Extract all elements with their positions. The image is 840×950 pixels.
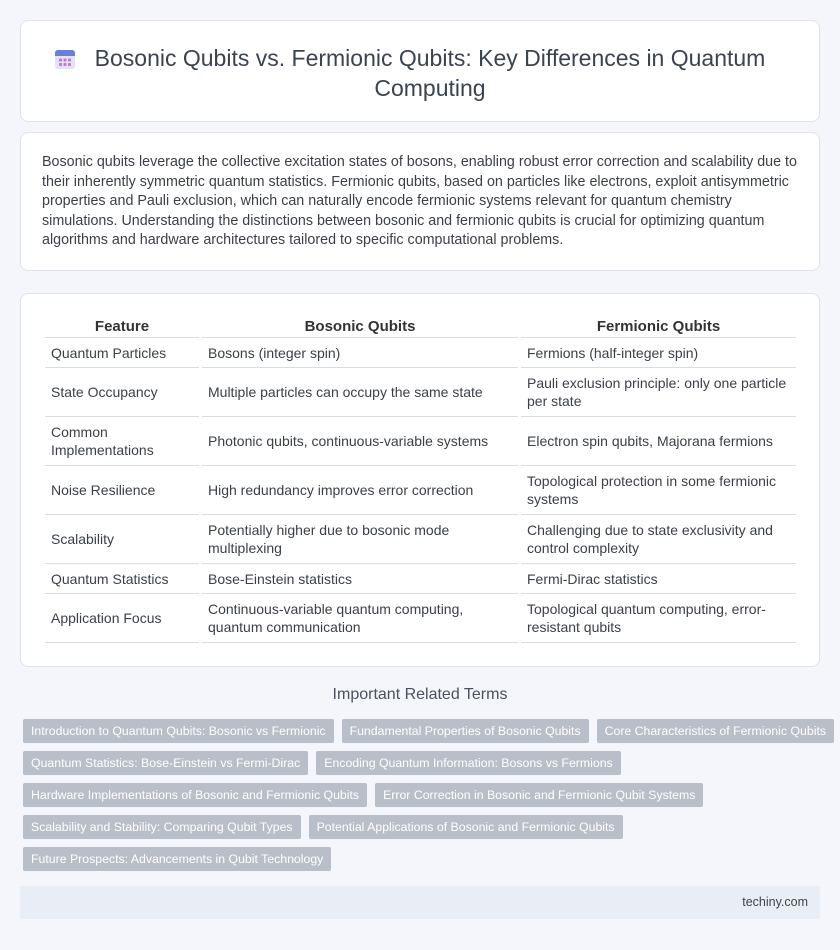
related-term-tag[interactable]: Core Characteristics of Fermionic Qubits <box>597 719 834 743</box>
table-row <box>45 594 796 643</box>
column-header-fermionic: Fermionic Qubits <box>521 316 796 338</box>
bosonic-cell: Bose-Einstein statistics <box>202 564 518 594</box>
fermionic-cell: Topological protection in some fermionic systems <box>521 466 796 515</box>
footer-site-link[interactable]: techiny.com <box>742 895 808 909</box>
feature-cell: Application Focus <box>45 594 199 643</box>
related-term-tag[interactable]: Introduction to Quantum Qubits: Bosonic vs Fermionic <box>23 719 334 743</box>
related-term-tag[interactable]: Hardware Implementations of Bosonic and Fermionic Qubits <box>23 783 367 807</box>
fermionic-cell: Pauli exclusion principle: only one particle per state <box>521 368 796 417</box>
table-row <box>45 515 796 564</box>
table-row <box>45 338 796 368</box>
title-card <box>20 20 820 122</box>
feature-cell: Quantum Particles <box>45 338 199 368</box>
related-term-tag[interactable]: Error Correction in Bosonic and Fermionic Qubit Systems <box>375 783 703 807</box>
related-term-tag[interactable]: Scalability and Stability: Comparing Qubit Types <box>23 815 301 839</box>
feature-cell: State Occupancy <box>45 368 199 417</box>
feature-cell: Quantum Statistics <box>45 564 199 594</box>
bosonic-cell: Continuous-variable quantum computing, quantum communication <box>202 594 518 643</box>
column-header-bosonic: Bosonic Qubits <box>202 316 518 338</box>
bosonic-cell: Bosons (integer spin) <box>202 338 518 368</box>
column-header-feature: Feature <box>45 316 199 338</box>
fermionic-cell: Fermi-Dirac statistics <box>521 564 796 594</box>
footer <box>20 886 820 919</box>
table-header-row <box>45 316 796 338</box>
fermionic-cell: Challenging due to state exclusivity and control complexity <box>521 515 796 564</box>
feature-cell: Noise Resilience <box>45 466 199 515</box>
feature-cell: Scalability <box>45 515 199 564</box>
feature-cell: Common Implementations <box>45 417 199 466</box>
related-term-tag[interactable]: Quantum Statistics: Bose-Einstein vs Fermi-Dirac <box>23 751 308 775</box>
bosonic-cell: Potentially higher due to bosonic mode multiplexing <box>202 515 518 564</box>
bosonic-cell: High redundancy improves error correction <box>202 466 518 515</box>
calendar-icon <box>53 47 77 71</box>
intro-paragraph: Bosonic qubits leverage the collective excitation states of bosons, enabling robust error correction and scalability due to their inherently symmetric quantum statistics. Fermionic qubits, based on particles like electrons, exploit antisymmetric properties and Pauli exclusion, which can naturally encode fermionic systems relevant for quantum chemistry simulations. Understanding the distinctions between bosonic and fermionic qubits is crucial for optimizing quantum algorithms and hardware architectures tailored to specific computational problems. <box>42 154 797 248</box>
comparison-table <box>42 316 799 643</box>
table-row <box>45 564 796 594</box>
intro-card <box>20 132 820 271</box>
table-row <box>45 466 796 515</box>
table-row <box>45 368 796 417</box>
comparison-table-card <box>20 293 820 667</box>
related-terms-heading: Important Related Terms <box>332 686 508 703</box>
related-term-tag[interactable]: Future Prospects: Advancements in Qubit Technology <box>23 847 331 871</box>
related-terms-list <box>23 719 827 879</box>
bosonic-cell: Multiple particles can occupy the same state <box>202 368 518 417</box>
table-row <box>45 417 796 466</box>
fermionic-cell: Topological quantum computing, error-resistant qubits <box>521 594 796 643</box>
fermionic-cell: Fermions (half-integer spin) <box>521 338 796 368</box>
fermionic-cell: Electron spin qubits, Majorana fermions <box>521 417 796 466</box>
related-term-tag[interactable]: Potential Applications of Bosonic and Fermionic Qubits <box>309 815 623 839</box>
related-term-tag[interactable]: Encoding Quantum Information: Bosons vs Fermions <box>316 751 620 775</box>
bosonic-cell: Photonic qubits, continuous-variable systems <box>202 417 518 466</box>
related-term-tag[interactable]: Fundamental Properties of Bosonic Qubits <box>342 719 589 743</box>
page-title: Bosonic Qubits vs. Fermionic Qubits: Key Differences in Quantum Computing <box>94 45 766 101</box>
